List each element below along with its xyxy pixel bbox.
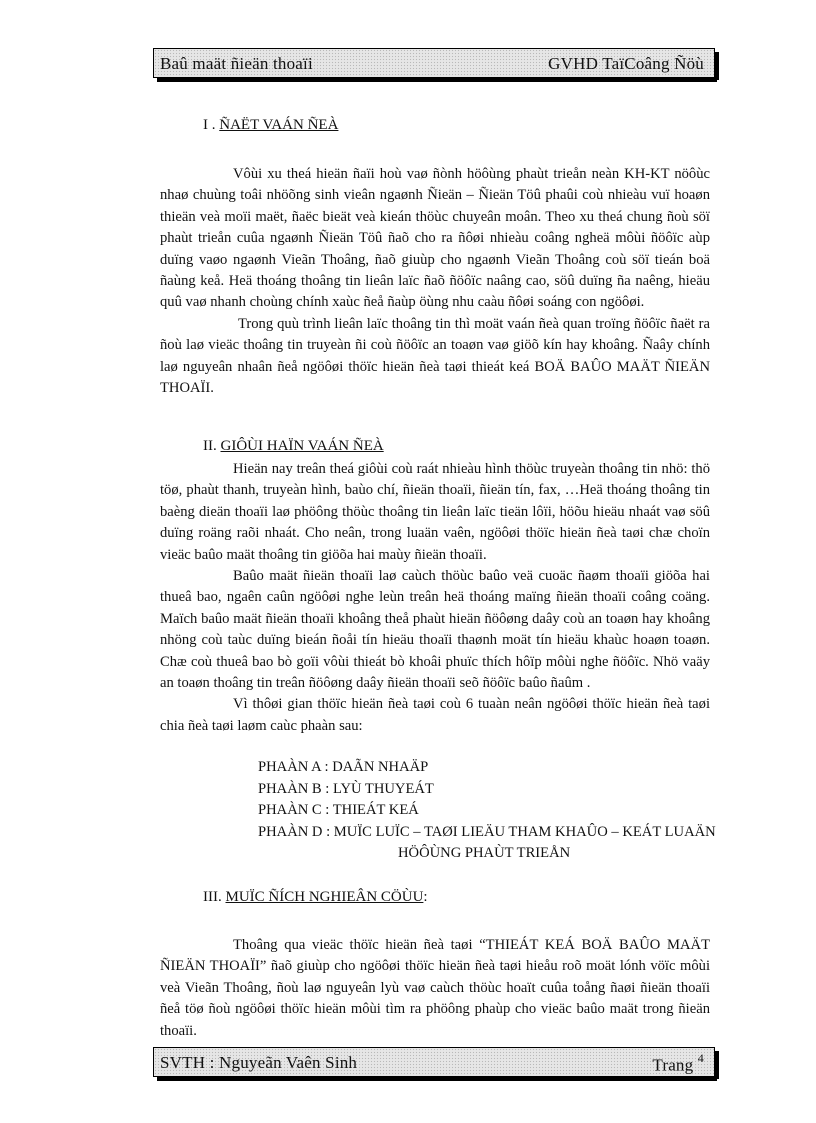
section-number: III. — [203, 889, 226, 905]
list-item: PHAÀN B : LYÙ THUYEÁT — [258, 780, 434, 797]
section-1-body — [160, 164, 710, 399]
list-item: PHAÀN D : MUÏC LUÏC – TAØI LIEÄU THAM KHAÛO – KEÁT LUAÄN — [258, 823, 716, 840]
section-title: ÑAËT VAÁN ÑEÀ — [219, 117, 339, 133]
section-title: MUÏC ÑÍCH NGHIEÂN CÖÙU — [225, 889, 424, 905]
section-heading-2 — [203, 438, 384, 455]
section-heading-1 — [203, 117, 338, 134]
parts-list — [258, 757, 716, 865]
section-2-body — [160, 459, 710, 737]
header-advisor: GVHD TaïCoâng Ñöù — [548, 54, 704, 73]
page-footer — [153, 1047, 715, 1077]
page-number-label — [652, 1053, 704, 1076]
paragraph: Vôùi xu theá hieän ñaïi hoù vaø ñònh höôùng phaùt trieån neàn KH-KT nöôùc nhaø chuùng toâi nhöõng sinh vieân ngaønh Ñieän – Ñieän Töû phaûi coù nhieàu vuï hoaøn thieän veà moïi maët, ñaëc bieät veà kieán thöùc chuyeân moân. Theo xu theá chung ñoù söï phaùt trieån cuûa ngaønh Ñieän Töû ñaõ cho ra ñôøi nhieàu coâng ngheä môùi ñöôïc aùp duïng vaøo ngaønh Vieãn Thoâng, ñaõ giuùp cho ngaønh Vieãn Thoâng coù söï tieán boä ñaùng keå. Heä thoáng thoâng tin lieân laïc ñaõ ñöôïc naâng cao, söû duïng ña naêng, hieäu quû vaø nhanh choùng chính xaùc ñeå ñaùp öùng nhu caàu ñôøi soáng con ngöôøi. — [160, 166, 710, 311]
list-item: PHAÀN C : THIEÁT KEÁ — [258, 802, 419, 819]
footer-author: SVTH : Nguyeãn Vaên Sinh — [160, 1053, 358, 1072]
section-suffix: : — [423, 889, 428, 905]
paragraph: Thoâng qua vieäc thöïc hieän ñeà taøi “THIEÁT KEÁ BOÄ BAÛO MAÄT ÑIEÄN THOAÏI” ñaõ giuùp cho ngöôøi thöïc hieän ñeà taøi hieåu roõ moät lónh vöïc môùi veà Vieãn Thoâng, ñoù laø nguyeân lyù vaø caùch thöùc hoaït cuûa toång ñaøi ñieän thoaïi ñeå töø ñoù ngöôøi thöïc hieän môùi tìm ra phöông phaùp cho vieäc baûo maät trong ñieän thoaïi. — [160, 937, 710, 1039]
section-heading-3 — [203, 889, 428, 906]
page-label: Trang — [652, 1055, 694, 1075]
page-header — [153, 48, 715, 78]
paragraph: Hieän nay treân theá giôùi coù raát nhieàu hình thöùc truyeàn thoâng tin nhö: thö töø, phaùt thanh, truyeàn hình, baùo chí, ñieän thoaïi, ñieän tín, fax, …Heä thoáng thoâng tin baèng dieän thoaïi laø phöông thöùc thoâng tin lieân laïc tieän lôïi, höõu hieäu nhaát vaø söû duïng roäng raõi nhaát. Cho neân, trong luaän vaên, ngöôøi thöïc hieän ñeà taøi chæ choïn vieäc baûo maät thoâng tin giöõa hai maùy ñieän thoaïi. — [160, 461, 710, 563]
list-item-continuation: HÖÔÙNG PHAÙT TRIEÅN — [398, 845, 571, 862]
header-title: Baû maät ñieän thoaïi — [160, 54, 313, 73]
section-number: I . — [203, 117, 220, 133]
paragraph: Baûo maät ñieän thoaïi laø caùch thöùc baûo veä cuoäc ñaøm thoaïi giöõa hai thueâ bao, ngaên caûn ngöôøi nghe leùn treân heä thoáng maïng ñieän thoaïi coâng coäng. Maïch baûo maät ñieän thoaïi khoâng theå phaùt hieän ñöôøng daây coù an toaøn hay khoâng nhöng coù taùc duïng bieán ñoåi tín hieäu thoaïi thaønh moät tín hieäu khaùc hoaøn toaøn. Chæ coù thueâ bao bò goïi vôùi thieát bò khoâi phuïc thích hôïp môùi nghe ñöôïc. Nhö vaäy an toaøn thoâng tin treân ñöôøng daây ñieän thoaïi seõ ñöôïc baûo ñaûm . — [160, 568, 710, 692]
section-3-body — [160, 935, 710, 1042]
section-title: GIÔÙI HAÏN VAÁN ÑEÀ — [220, 438, 384, 454]
paragraph: Trong quù trình lieân laïc thoâng tin thì moät vaán ñeà quan troïng ñöôïc ñaët ra ñoù laø vieäc thoâng tin truyeàn ñi coù ñöôïc an toaøn vaø giöõ kín hay khoâng. Ñaây chính laø nguyeân nhaân ñeå ngöôøi thöïc hieän ñeà taøi thieát keá BOÄ BAÛO MAÄT ÑIEÄN THOAÏI. — [160, 315, 710, 397]
section-number: II. — [203, 438, 221, 454]
page-number: 4 — [697, 1051, 704, 1065]
paragraph: Vì thôøi gian thöïc hieän ñeà taøi coù 6 tuaàn neân ngöôøi thöïc hieän ñeà taøi chia ñeà taøi laøm caùc phaàn sau: — [160, 696, 710, 734]
list-item: PHAÀN A : DAÃN NHAÄP — [258, 759, 429, 775]
